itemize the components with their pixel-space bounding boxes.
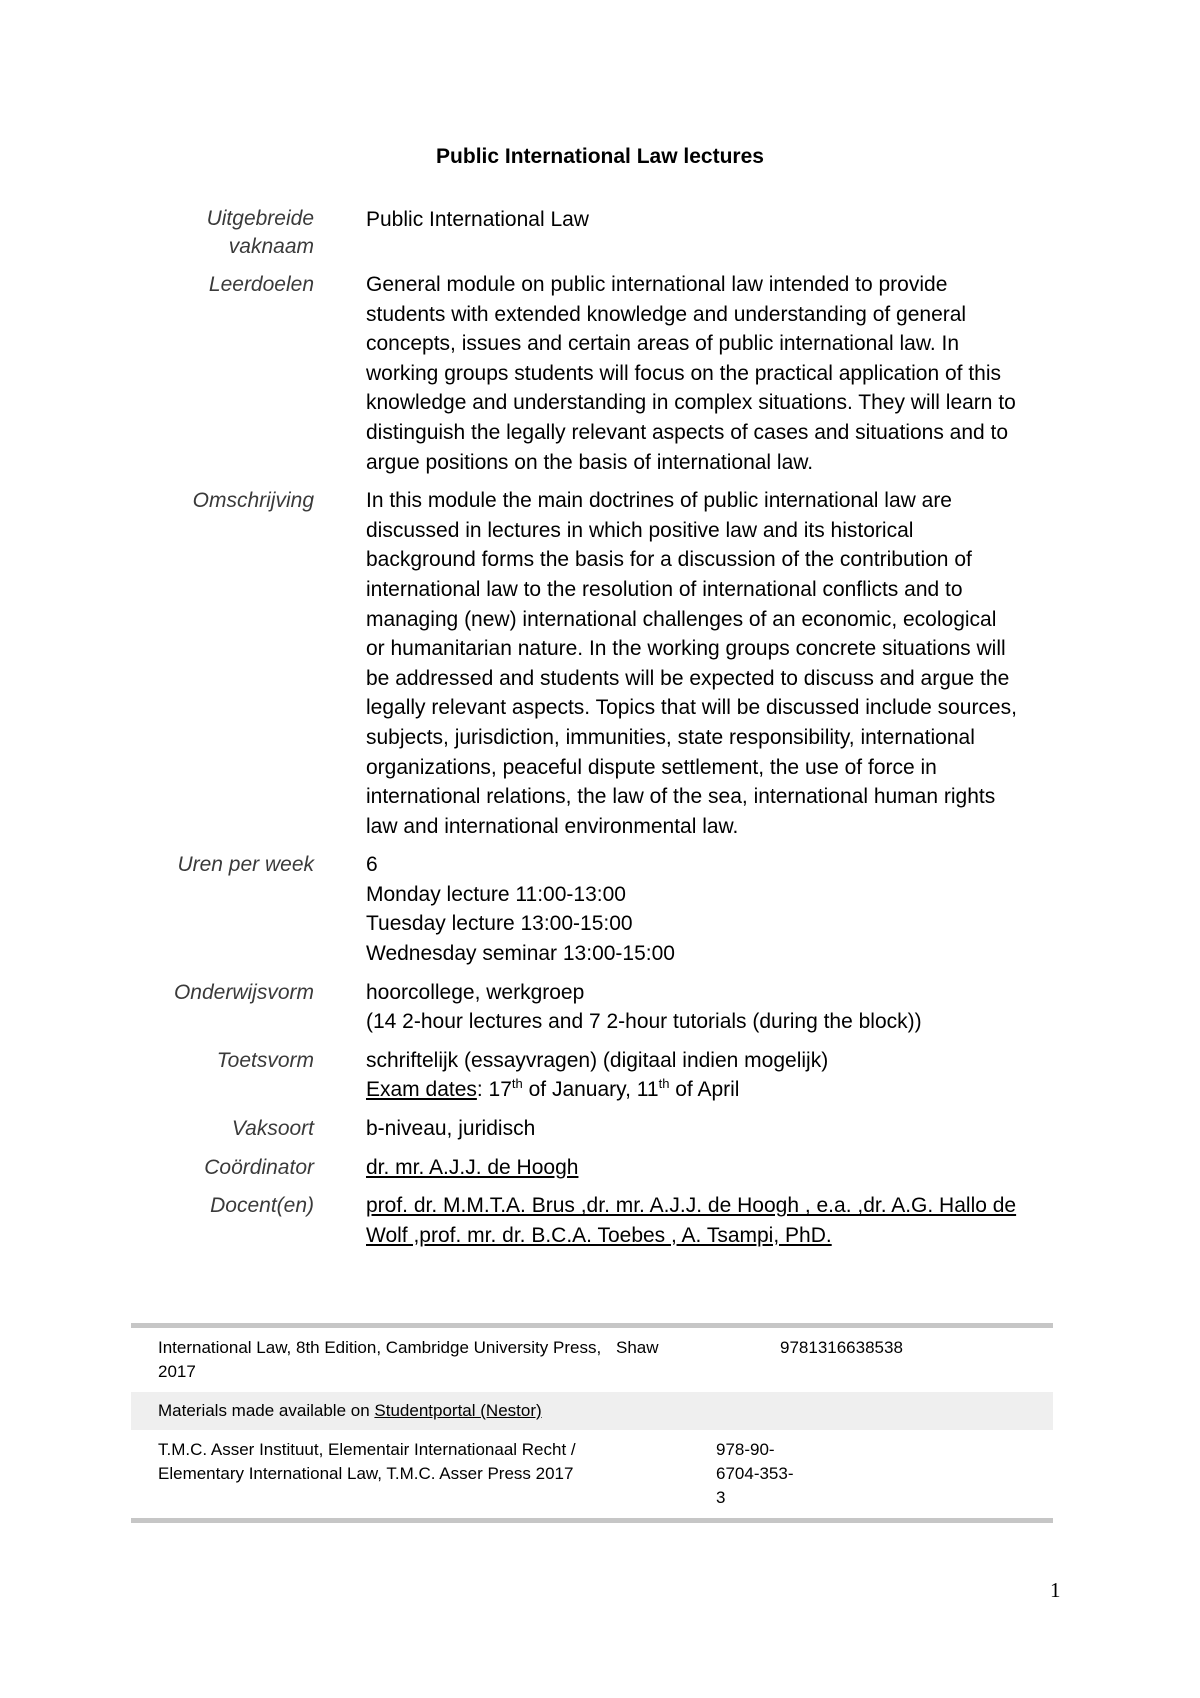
schedule-wednesday: Wednesday seminar 13:00-15:00 bbox=[366, 942, 675, 966]
teaching-form-types: hoorcollege, werkgroep bbox=[366, 980, 585, 1004]
value-hours-per-week bbox=[366, 850, 1020, 968]
value-coordinator bbox=[366, 1153, 1020, 1183]
book-title: International Law, 8th Edition, Cambridge University Press, 2017 bbox=[158, 1338, 602, 1381]
value-course-name: Public International Law bbox=[366, 208, 589, 231]
exam-dates-label: Exam dates bbox=[366, 1078, 477, 1102]
value-learning-goals: General module on public international law intended to provide students with extended knowledge and understanding of general concepts, issues and certain areas of public international law. In working groups students will focus on the practical application of this knowledge and understanding in complex situations. They will learn to distinguish the legally relevant aspects of cases and situations and to argue positions on the basis of international law. bbox=[366, 273, 1016, 474]
schedule-monday: Monday lecture 11:00-13:00 bbox=[366, 882, 626, 906]
row-assessment bbox=[150, 1046, 1020, 1105]
value-assessment bbox=[366, 1046, 1020, 1105]
course-info-table bbox=[150, 205, 1020, 1259]
book-author: Shaw bbox=[616, 1338, 659, 1357]
book-isbn: 978-90- 6704-353- 3 bbox=[716, 1440, 794, 1507]
value-lecturers bbox=[366, 1191, 1020, 1250]
value-description: In this module the main doctrines of public international law are discussed in lectures in which positive law and its historical background forms the basis for a discussion of the contribution of international law to the resolution of international conflicts and to managing (new) international challenges of an economic, ecological or humanitarian nature. In the working groups concrete situations will be addressed and students will be expected to discuss and argue the legally relevant aspects. Topics that will be discussed include sources, subjects, jurisdiction, immunities, state responsibility, international organizations, peaceful dispute settlement, the use of force in international relations, the law of the sea, international human rights law and international environmental law. bbox=[366, 489, 1017, 838]
row-coordinator bbox=[150, 1153, 1020, 1183]
schedule-tuesday: Tuesday lecture 13:00-15:00 bbox=[366, 912, 633, 936]
row-learning-goals bbox=[150, 270, 1020, 477]
label-assessment: Toetsvorm bbox=[216, 1048, 314, 1072]
row-course-type bbox=[150, 1114, 1020, 1144]
label-hours-per-week: Uren per week bbox=[177, 853, 314, 877]
label-course-name: Uitgebreide vaknaam bbox=[206, 207, 314, 258]
assessment-type: schriftelijk (essayvragen) (digitaal indien mogelijk) bbox=[366, 1048, 829, 1072]
coordinator-link[interactable]: dr. mr. A.J.J. de Hoogh bbox=[366, 1155, 579, 1179]
literature-table bbox=[131, 1323, 1053, 1523]
row-teaching-form bbox=[150, 978, 1020, 1037]
row-lecturers bbox=[150, 1191, 1020, 1250]
materials-row bbox=[131, 1392, 1053, 1430]
exam-dates: Exam dates: 17th of January, 11th of April bbox=[366, 1076, 740, 1102]
lecturers-links[interactable]: prof. dr. M.M.T.A. Brus ,dr. mr. A.J.J. de Hoogh , e.a. ,dr. A.G. Hallo de Wolf ,prof. mr. dr. B.C.A. Toebes , A. Tsampi, PhD. bbox=[366, 1194, 1017, 1247]
studentportal-link[interactable]: Studentportal (Nestor) bbox=[374, 1401, 542, 1420]
label-description: Omschrijving bbox=[192, 489, 314, 513]
label-lecturers: Docent(en) bbox=[210, 1194, 314, 1218]
hours-count: 6 bbox=[366, 853, 378, 877]
value-teaching-form bbox=[366, 978, 1020, 1037]
row-course-name bbox=[150, 205, 1020, 261]
label-learning-goals: Leerdoelen bbox=[208, 273, 314, 296]
book-isbn: 9781316638538 bbox=[780, 1338, 903, 1357]
book-title: T.M.C. Asser Instituut, Elementair Internationaal Recht / Elementary International Law, T.M.C. Asser Press 2017 bbox=[158, 1440, 576, 1483]
materials-text: Materials made available on bbox=[158, 1401, 370, 1420]
book-row-asser bbox=[131, 1430, 1053, 1518]
teaching-form-details: (14 2-hour lectures and 7 2-hour tutorials (during the block)) bbox=[366, 1010, 922, 1034]
value-course-type: b-niveau, juridisch bbox=[366, 1117, 536, 1141]
book-row-shaw bbox=[131, 1328, 1053, 1392]
page-title: Public International Law lectures bbox=[436, 145, 764, 168]
label-coordinator: Coördinator bbox=[204, 1155, 314, 1179]
row-hours-per-week bbox=[150, 850, 1020, 968]
label-course-type: Vaksoort bbox=[231, 1117, 314, 1141]
row-description bbox=[150, 486, 1020, 841]
page-number: 1 bbox=[1050, 1578, 1061, 1602]
label-teaching-form: Onderwijsvorm bbox=[173, 980, 314, 1004]
book-author bbox=[616, 1438, 716, 1510]
